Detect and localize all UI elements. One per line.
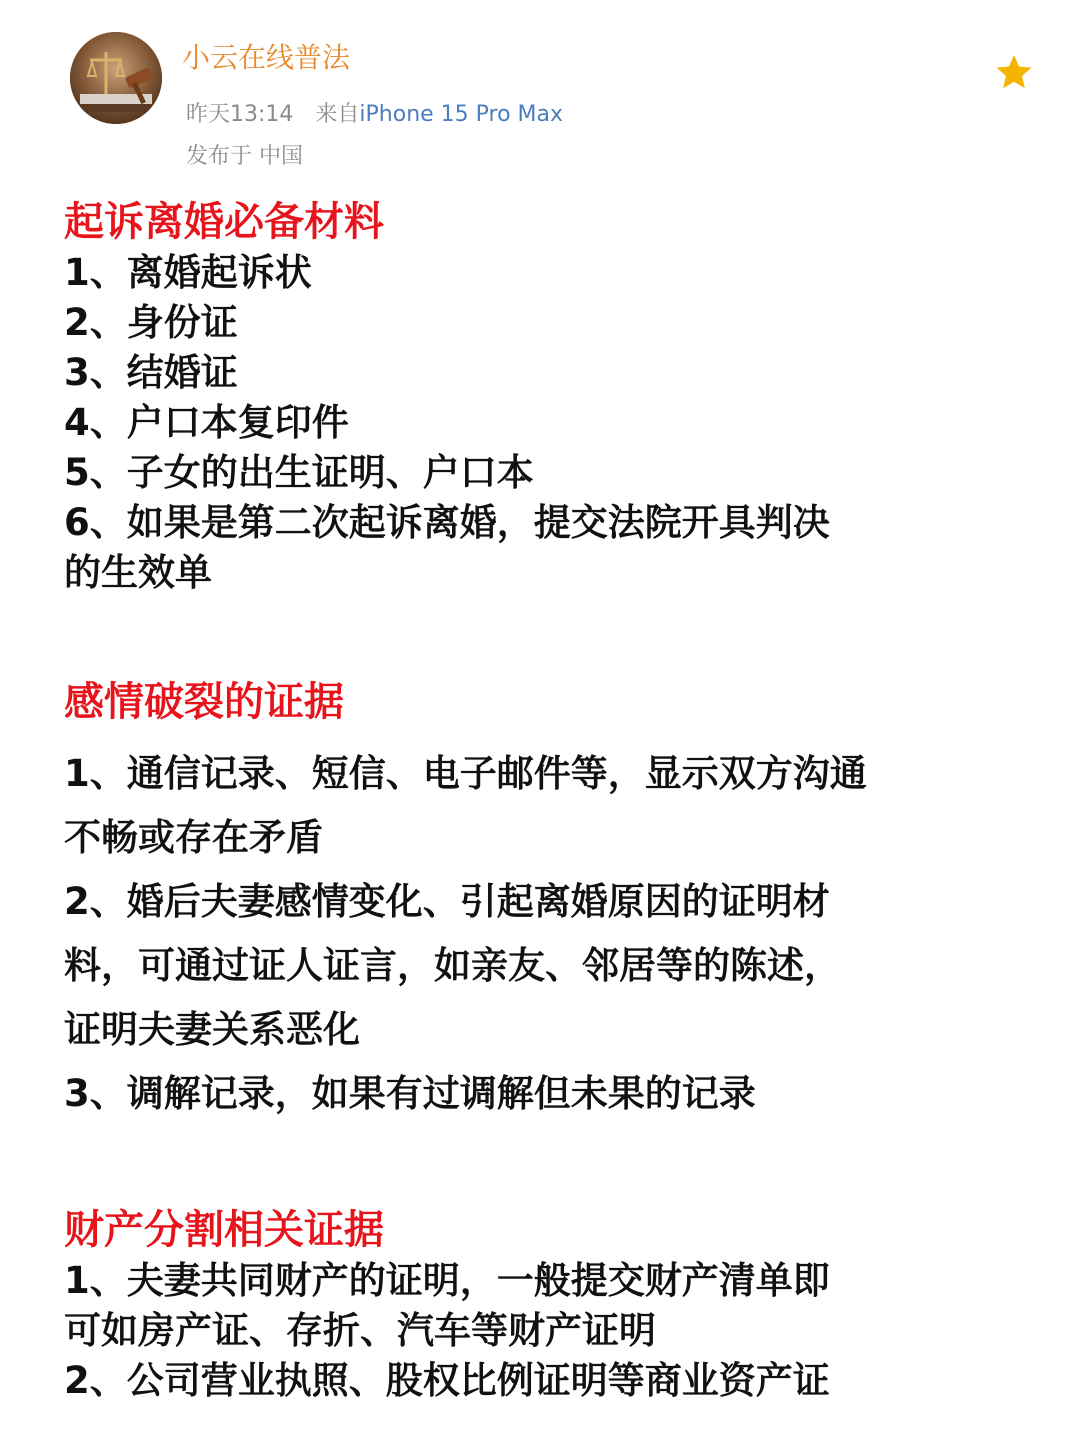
source-prefix: 来自: [315, 102, 360, 127]
post-content: [64, 196, 1054, 1406]
list-item: 5、子女的出生证明、户口本: [64, 451, 534, 494]
list-item: 不畅或存在矛盾: [64, 816, 323, 859]
avatar[interactable]: [70, 32, 162, 124]
list-item: 3、调解记录，如果有过调解但未果的记录: [64, 1072, 756, 1115]
post-time: 昨天13:14: [186, 102, 294, 127]
section-required-materials: [64, 196, 1054, 598]
post-meta: [186, 97, 563, 128]
section-title: 感情破裂的证据: [64, 679, 344, 725]
star-icon[interactable]: [994, 52, 1034, 92]
list-item: 1、夫妻共同财产的证明，一般提交财产清单即: [64, 1259, 830, 1302]
list-item: 3、结婚证: [64, 351, 238, 394]
list-item: 1、通信记录、短信、电子邮件等，显示双方沟通: [64, 752, 867, 795]
list-item: 证明夫妻关系恶化: [64, 1008, 360, 1051]
list-item: 4、户口本复印件: [64, 401, 349, 444]
list-item: 2、公司营业执照、股权比例证明等商业资产证: [64, 1359, 830, 1402]
scales-of-justice-gavel-icon: [70, 32, 162, 124]
list-item: 料，可通过证人证言，如亲友、邻居等的陈述，: [64, 944, 841, 987]
post-location: 发布于 中国: [186, 144, 303, 169]
list-item: 6、如果是第二次起诉离婚，提交法院开具判决: [64, 501, 830, 544]
device-source[interactable]: iPhone 15 Pro Max: [359, 102, 564, 127]
section-title: 财产分割相关证据: [64, 1207, 384, 1253]
username[interactable]: 小云在线普法: [182, 41, 351, 74]
list-item: 1、离婚起诉状: [64, 251, 312, 294]
section-property-division-evidence: [64, 1204, 1054, 1406]
list-item: 的生效单: [64, 551, 212, 594]
section-relationship-breakdown-evidence: [64, 676, 1054, 1126]
list-item: 可如房产证、存折、汽车等财产证明: [64, 1309, 656, 1352]
list-item: 2、身份证: [64, 301, 238, 344]
list-item: 2、婚后夫妻感情变化、引起离婚原因的证明材: [64, 880, 830, 923]
post-header: [0, 0, 1080, 180]
section-title: 起诉离婚必备材料: [64, 199, 384, 245]
